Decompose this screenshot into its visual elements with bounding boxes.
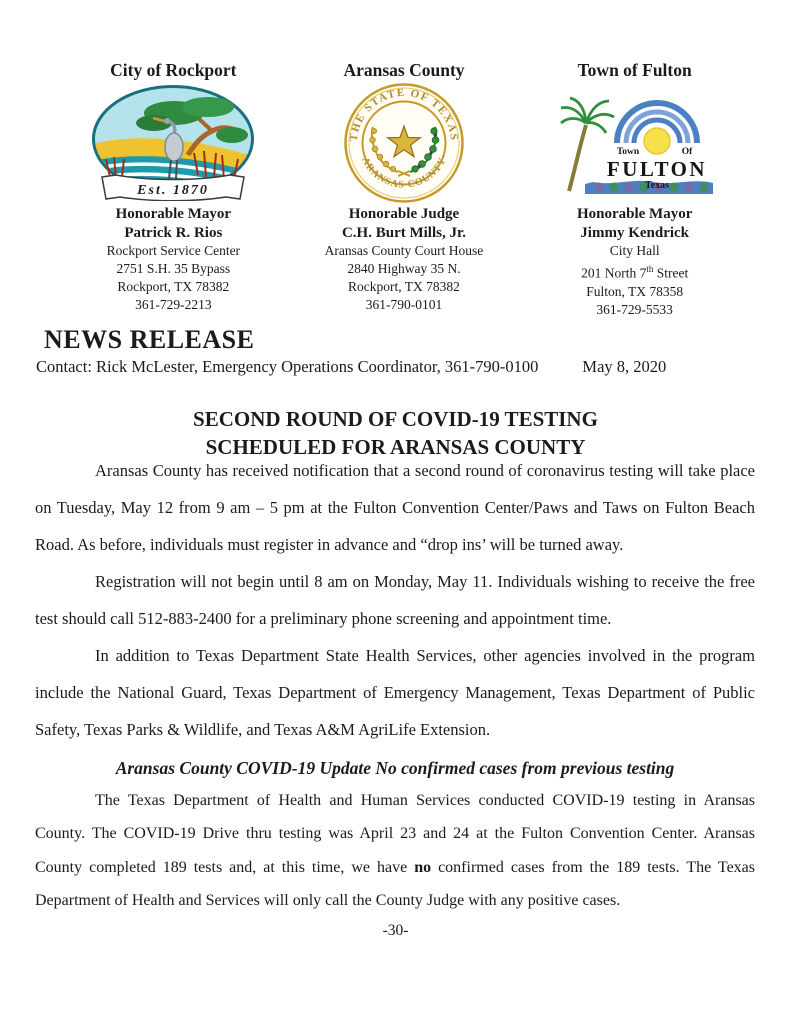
- address-line-street: 201 North 7th Street: [581, 264, 689, 281]
- column-aransas-county: [289, 60, 520, 319]
- page-end-mark: -30-: [382, 921, 409, 939]
- phone-number: 361-729-2213: [135, 297, 212, 312]
- logo-word-town: Town: [616, 147, 639, 157]
- banner-text: Est. 1870: [137, 183, 210, 198]
- column-title: City of Rockport: [110, 60, 237, 80]
- column-title: Aransas County: [343, 60, 465, 80]
- phone-number: 361-729-5533: [596, 301, 673, 317]
- official-name: C.H. Burt Mills, Jr.: [341, 224, 466, 241]
- headline-line-2: SCHEDULED FOR ARANSAS COUNTY: [205, 435, 586, 459]
- official-title: Honorable Mayor: [115, 206, 232, 222]
- paragraph: Registration will not begin until 8 am on Monday, May 11. Individuals wishing to receive the free test should call 512-883-2400 for a preliminary phone screening and appointment time.: [35, 571, 755, 628]
- official-title: Honorable Judge: [348, 206, 460, 222]
- address-line: 2840 Highway 35 N.: [347, 261, 461, 276]
- logo-word-texas: Texas: [644, 180, 669, 191]
- logo-name-fulton: FULTON: [606, 157, 707, 181]
- seal-arc-top-text: THE STATE OF TEXAS: [347, 86, 461, 142]
- headline-line-1: SECOND ROUND OF COVID-19 TESTING: [193, 406, 598, 431]
- letterhead: [58, 0, 750, 319]
- logo-box: [343, 83, 465, 203]
- official-name: Jimmy Kendrick: [580, 224, 690, 241]
- paragraph: Aransas County has received notification that a second round of coronavirus testing will take place on Tuesday, May 12 from 9 am – 5 pm at the Fulton Convention Center/Paws and Taws on Fulton Beach Road. As before, individuals must register in advance and “drop ins’ will be turned away.: [35, 460, 755, 554]
- update-heading: Aransas County COVID-19 Update No confirmed cases from previous testing: [115, 757, 675, 778]
- address-line: City Hall: [609, 243, 660, 258]
- official-name: Patrick R. Rios: [124, 224, 223, 241]
- column-city-of-rockport: [58, 60, 289, 319]
- address-line: Aransas County Court House: [324, 243, 484, 258]
- contact-block: [325, 205, 484, 314]
- column-title: Town of Fulton: [577, 60, 692, 80]
- release-date: May 8, 2020: [582, 356, 667, 376]
- logo-box: [557, 83, 713, 203]
- contact-row: [36, 357, 755, 377]
- official-title: Honorable Mayor: [576, 206, 693, 222]
- phone-number: 361-790-0101: [365, 297, 443, 312]
- contact-block: [577, 205, 692, 319]
- city-of-rockport-logo: [90, 85, 256, 201]
- emphasis-no: no: [414, 858, 432, 876]
- sun-icon: [644, 128, 670, 154]
- address-line: Rockport Service Center: [106, 243, 241, 258]
- town-of-fulton-logo: [557, 91, 713, 195]
- article-body: [35, 452, 755, 748]
- est-1870-banner: [102, 175, 244, 201]
- news-release-title: NEWS RELEASE: [44, 324, 255, 354]
- address-line: Rockport, TX 78382: [117, 279, 230, 294]
- address-line: Fulton, TX 78358: [586, 283, 684, 299]
- logo-word-of: Of: [681, 147, 692, 157]
- aransas-county-seal: [343, 82, 465, 204]
- contact-line: Contact: Rick McLester, Emergency Operations Coordinator, 361-790-0100: [36, 356, 539, 376]
- address-line: Rockport, TX 78382: [348, 279, 460, 294]
- ordinal-suffix: th: [646, 264, 654, 274]
- update-paragraph: The Texas Department of Health and Human Services conducted COVID-19 testing in Aransas County. The COVID-19 Drive thru testing was April 23 and 24 at the Fulton Convention Center. Aransas County completed 189 tests and, at this time, we have no confirmed cases from the 189 tests. The Texas Department of Health and Services will only call the County Judge with any positive cases.: [35, 791, 756, 909]
- address-line: 2751 S.H. 35 Bypass: [116, 261, 231, 276]
- logo-box: [90, 83, 256, 203]
- contact-block: [107, 205, 240, 314]
- seal-arc-bottom-text: ·ARANSAS COUNTY·: [357, 152, 451, 191]
- paragraph: In addition to Texas Department State Health Services, other agencies involved in the program include the National Guard, Texas Department of Emergency Management, Texas Department of Public Safety, Texas Parks & Wildlife, and Texas A&M AgriLife Extension.: [35, 645, 755, 739]
- column-town-of-fulton: [519, 60, 750, 319]
